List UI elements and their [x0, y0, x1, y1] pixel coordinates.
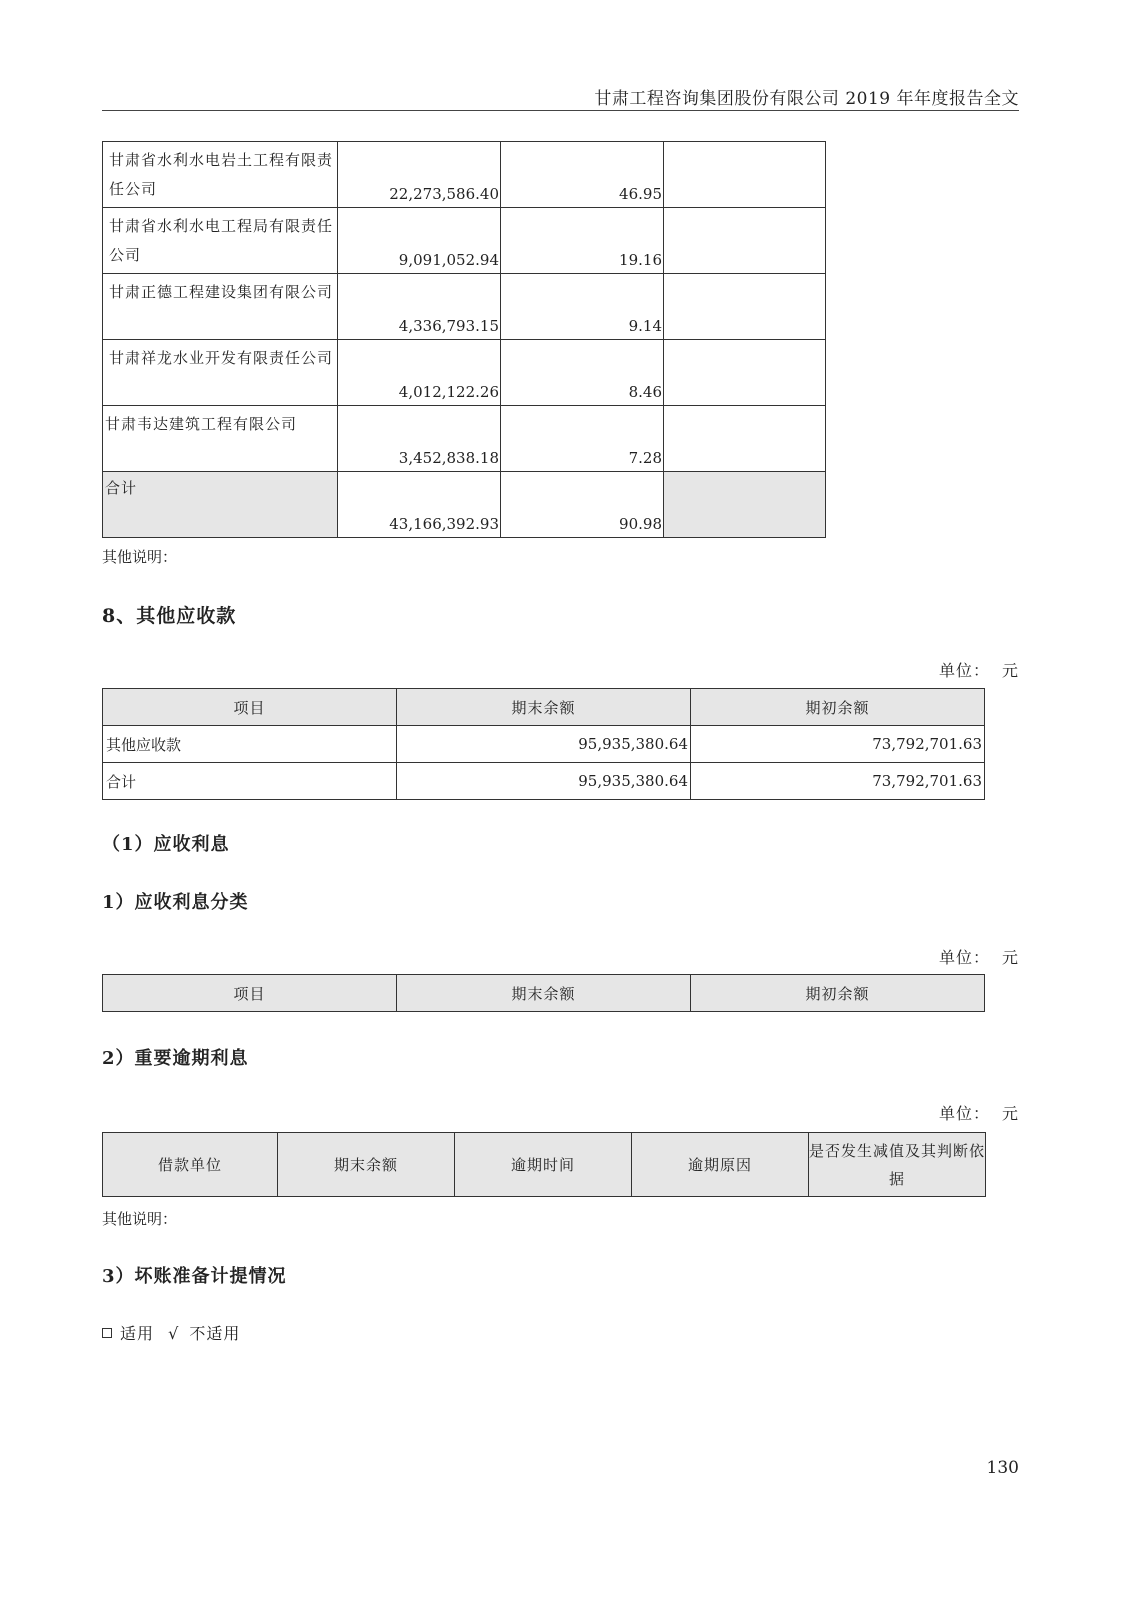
empty-cell	[664, 340, 826, 406]
column-header: 期初余额	[691, 975, 985, 1012]
unit-label	[939, 658, 1019, 681]
option-not-applicable: 不适用	[189, 1324, 241, 1343]
company-name: 甘肃省水利水电工程局有限责任公司	[103, 208, 338, 274]
unit-value: 元	[1001, 661, 1019, 680]
subsection-title: （1）应收利息	[102, 834, 230, 855]
other-receivables-table	[102, 688, 985, 800]
percent-cell: 46.95	[501, 142, 664, 208]
column-header: 项目	[103, 689, 397, 726]
table-header-row	[103, 689, 985, 726]
unit-label	[939, 1101, 1019, 1124]
total-amount: 43,166,392.93	[338, 472, 501, 538]
company-name: 甘肃韦达建筑工程有限公司	[103, 406, 338, 472]
subsection-title: 1）应收利息分类	[102, 892, 249, 913]
unit-label	[939, 945, 1019, 968]
table-header-row	[103, 975, 985, 1012]
unit-prefix: 单位：	[938, 1104, 990, 1123]
table-header-row	[103, 1133, 986, 1197]
end-balance: 95,935,380.64	[397, 763, 691, 800]
checkbox-icon	[102, 1328, 112, 1338]
percent-cell: 19.16	[501, 208, 664, 274]
amount-cell: 22,273,586.40	[338, 142, 501, 208]
total-label: 合计	[103, 472, 338, 538]
column-header: 借款单位	[103, 1133, 278, 1197]
column-header: 逾期原因	[632, 1133, 809, 1197]
company-name: 甘肃正德工程建设集团有限公司	[103, 274, 338, 340]
company-name: 甘肃祥龙水业开发有限责任公司	[103, 340, 338, 406]
empty-cell	[664, 208, 826, 274]
percent-cell: 8.46	[501, 340, 664, 406]
begin-balance: 73,792,701.63	[691, 726, 985, 763]
section-title: 8、其他应收款	[102, 605, 237, 627]
company-name: 甘肃省水利水电岩土工程有限责任公司	[103, 142, 338, 208]
header-rule	[102, 110, 1019, 111]
percent-cell: 7.28	[501, 406, 664, 472]
amount-cell: 4,012,122.26	[338, 340, 501, 406]
end-balance: 95,935,380.64	[397, 726, 691, 763]
unit-prefix: 单位：	[938, 661, 990, 680]
empty-cell	[664, 472, 826, 538]
unit-value: 元	[1001, 948, 1019, 967]
applicability-line	[102, 1321, 240, 1344]
begin-balance: 73,792,701.63	[691, 763, 985, 800]
row-label: 其他应收款	[103, 726, 397, 763]
check-mark-icon: √	[168, 1324, 180, 1343]
table-row	[103, 142, 826, 208]
option-applicable: 适用	[120, 1324, 155, 1343]
amount-cell: 9,091,052.94	[338, 208, 501, 274]
table-row	[103, 274, 826, 340]
column-header: 项目	[103, 975, 397, 1012]
unit-prefix: 单位：	[938, 948, 990, 967]
top-customer-receivables-table	[102, 141, 826, 538]
empty-cell	[664, 142, 826, 208]
column-header: 逾期时间	[455, 1133, 632, 1197]
amount-cell: 4,336,793.15	[338, 274, 501, 340]
interest-classification-table	[102, 974, 985, 1012]
table-row	[103, 763, 985, 800]
column-header: 期末余额	[397, 975, 691, 1012]
column-header: 期初余额	[691, 689, 985, 726]
subsection-title: 3）坏账准备计提情况	[102, 1266, 287, 1287]
empty-cell	[664, 274, 826, 340]
column-header: 期末余额	[278, 1133, 455, 1197]
row-label: 合计	[103, 763, 397, 800]
total-row	[103, 472, 826, 538]
percent-cell: 9.14	[501, 274, 664, 340]
overdue-interest-table	[102, 1132, 986, 1197]
subsection-title: 2）重要逾期利息	[102, 1048, 249, 1069]
table-row	[103, 726, 985, 763]
table-row	[103, 406, 826, 472]
page-number: 130	[986, 1458, 1019, 1478]
total-percent: 90.98	[501, 472, 664, 538]
other-notes-label: 其他说明：	[102, 548, 178, 566]
column-header: 是否发生减值及其判断依据	[809, 1133, 986, 1197]
report-header-title: 甘肃工程咨询集团股份有限公司 2019 年年度报告全文	[594, 89, 1019, 109]
empty-cell	[664, 406, 826, 472]
table-row	[103, 340, 826, 406]
column-header: 期末余额	[397, 689, 691, 726]
unit-value: 元	[1001, 1104, 1019, 1123]
other-notes-label: 其他说明：	[102, 1210, 178, 1228]
amount-cell: 3,452,838.18	[338, 406, 501, 472]
table-row	[103, 208, 826, 274]
